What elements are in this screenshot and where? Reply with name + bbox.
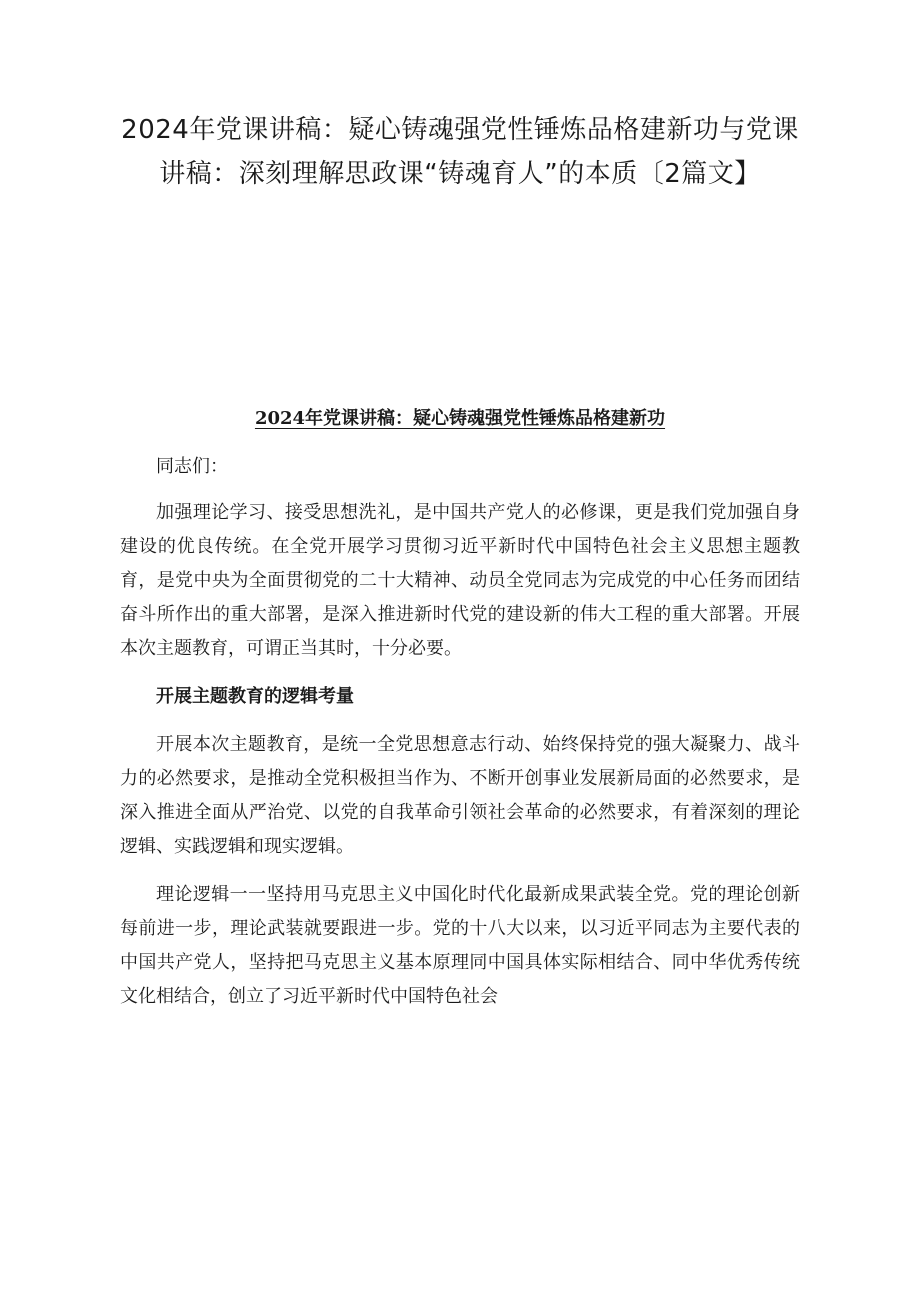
article-body (120, 450, 800, 1028)
section-heading: 开展主题教育的逻辑考量 (156, 686, 354, 707)
document-title: 2024年党课讲稿：疑心铸魂强党性锤炼品格建新功与党课讲稿：深刻理解思政课“铸魂育人”的本质〔2篇文】 (121, 115, 799, 189)
greeting: 同志们： (156, 456, 228, 477)
article-title: 2024年党课讲稿：疑心铸魂强党性锤炼品格建新功 (254, 408, 666, 429)
paragraph: 加强理论学习、接受思想洗礼，是中国共产党人的必修课，更是我们党加强自身建设的优良传统。在全党开展学习贯彻习近平新时代中国特色社会主义思想主题教育，是党中央为全面贯彻党的二十大精神、动员全党同志为完成党的中心任务而团结奋斗所作出的重大部署，是深入推进新时代党的建设新的伟大工程的重大部署。开展本次主题教育，可谓正当其时，十分必要。 (120, 502, 800, 659)
paragraph: 理论逻辑一一坚持用马克思主义中国化时代化最新成果武装全党。党的理论创新每前进一步，理论武装就要跟进一步。党的十八大以来，以习近平同志为主要代表的中国共产党人，坚持把马克思主义基本原理同中国具体实际相结合、同中华优秀传统文化相结合，创立了习近平新时代中国特色社会 (120, 884, 800, 1007)
paragraph: 开展本次主题教育，是统一全党思想意志行动、始终保持党的强大凝聚力、战斗力的必然要求，是推动全党积极担当作为、不断开创事业发展新局面的必然要求，是深入推进全面从严治党、以党的自我革命引领社会革命的必然要求，有着深刻的理论逻辑、实践逻辑和现实逻辑。 (120, 734, 800, 857)
